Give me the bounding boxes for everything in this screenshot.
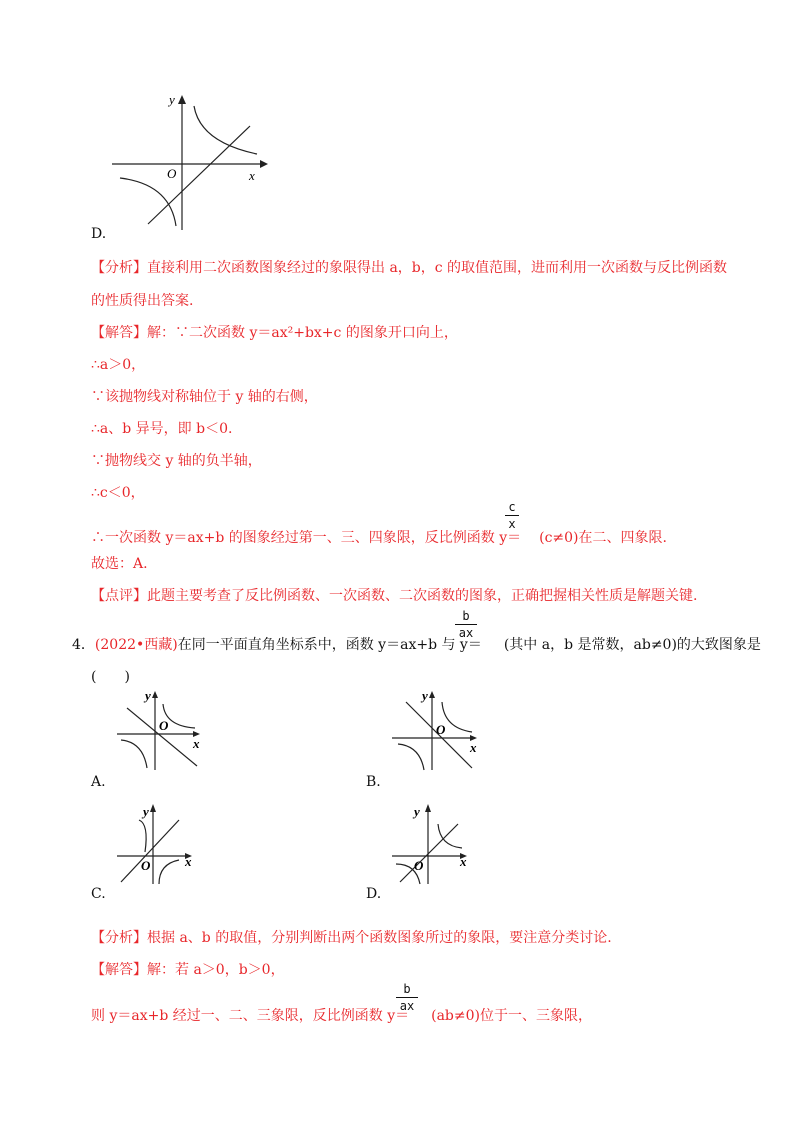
fraction-c-over-x: c x — [505, 500, 519, 531]
origin-label: O — [167, 166, 177, 181]
question-blank: ( ) — [91, 669, 130, 685]
analysis-tag: 【分析】 — [91, 260, 147, 276]
axis-y-label: y — [169, 92, 175, 107]
option-b-label[interactable]: B. — [366, 774, 381, 790]
axis-x-label: x — [249, 168, 255, 183]
answer-line: ∴一次函数 y＝ax+b 的图象经过第一、三、四象限，反比例函数 y＝ (c≠0)在二、四象限. — [91, 530, 667, 546]
choose-line: 故选：A. — [91, 556, 148, 572]
answer-line: 解：若 a＞0，b＞0， — [147, 962, 285, 978]
analysis-text: 根据 a、b 的取值，分别判断出两个函数图象所过的象限，要注意分类讨论. — [147, 930, 612, 946]
answer-tag: 【解答】 — [91, 962, 147, 978]
analysis-paragraph — [91, 257, 727, 277]
question-4-stem — [72, 634, 761, 654]
prev-option-d-graph — [112, 92, 272, 232]
svg-text:y: y — [422, 688, 428, 703]
svg-text:y: y — [414, 804, 420, 819]
analysis-text-cont: 的性质得出答案. — [91, 293, 194, 309]
option-c-label[interactable]: C. — [91, 886, 106, 902]
svg-text:x: x — [460, 854, 467, 869]
answer-line: ∴a、b 异号，即 b＜0. — [91, 421, 233, 437]
comment-paragraph — [91, 585, 697, 605]
svg-text:O: O — [414, 858, 424, 873]
answer-paragraph-4 — [91, 959, 285, 979]
svg-text:O: O — [141, 858, 151, 873]
fraction-b-over-ax-2: b ax — [396, 982, 418, 1013]
svg-text:x: x — [193, 736, 200, 751]
comment-tag: 【点评】 — [91, 588, 147, 604]
analysis-text: 直接利用二次函数图象经过的象限得出 a，b，c 的取值范围，进而利用一次函数与反比例函数 — [147, 260, 728, 276]
option-d-label[interactable]: D. — [366, 886, 382, 902]
analysis-paragraph-4 — [91, 927, 612, 947]
svg-text:O: O — [159, 718, 169, 733]
question-text-cont: (其中 a，b 是常数，ab≠0)的大致图象是 — [503, 637, 761, 653]
option-a-label[interactable]: A. — [91, 774, 106, 790]
fraction-b-over-ax: b ax — [455, 609, 477, 640]
option-a-graph — [117, 688, 207, 772]
answer-line: 解：∵二次函数 y＝ax²+bx+c 的图象开口向上， — [147, 325, 458, 341]
option-c-graph — [117, 800, 197, 886]
answer-tag: 【解答】 — [91, 325, 147, 341]
svg-text:x: x — [470, 740, 477, 755]
comment-text: 此题主要考查了反比例函数、一次函数、二次函数的图象，正确把握相关性质是解题关键. — [147, 588, 698, 604]
answer-line: ∵抛物线交 y 轴的负半轴， — [91, 453, 262, 469]
question-text: 在同一平面直角坐标系中，函数 y＝ax+b 与 y＝ — [177, 637, 482, 653]
svg-text:y: y — [145, 688, 151, 703]
question-number: 4． — [72, 637, 95, 653]
answer-line: 则 y＝ax+b 经过一、二、三象限，反比例函数 y＝ (ab≠0)位于一、三象限， — [91, 1008, 592, 1024]
answer-line: ∴a＞0， — [91, 357, 146, 373]
answer-paragraph — [91, 322, 458, 342]
question-source: (2022•西藏) — [94, 637, 178, 653]
answer-line: ∵该抛物线对称轴位于 y 轴的右侧， — [91, 389, 318, 405]
option-d-graph — [392, 800, 472, 886]
answer-line: ∴c＜0， — [91, 485, 145, 501]
svg-text:y: y — [143, 804, 149, 819]
option-b-graph — [392, 688, 482, 772]
svg-text:O: O — [436, 722, 446, 737]
prev-option-d-label: D. — [91, 226, 107, 242]
svg-text:x: x — [185, 854, 192, 869]
analysis-tag: 【分析】 — [91, 930, 147, 946]
